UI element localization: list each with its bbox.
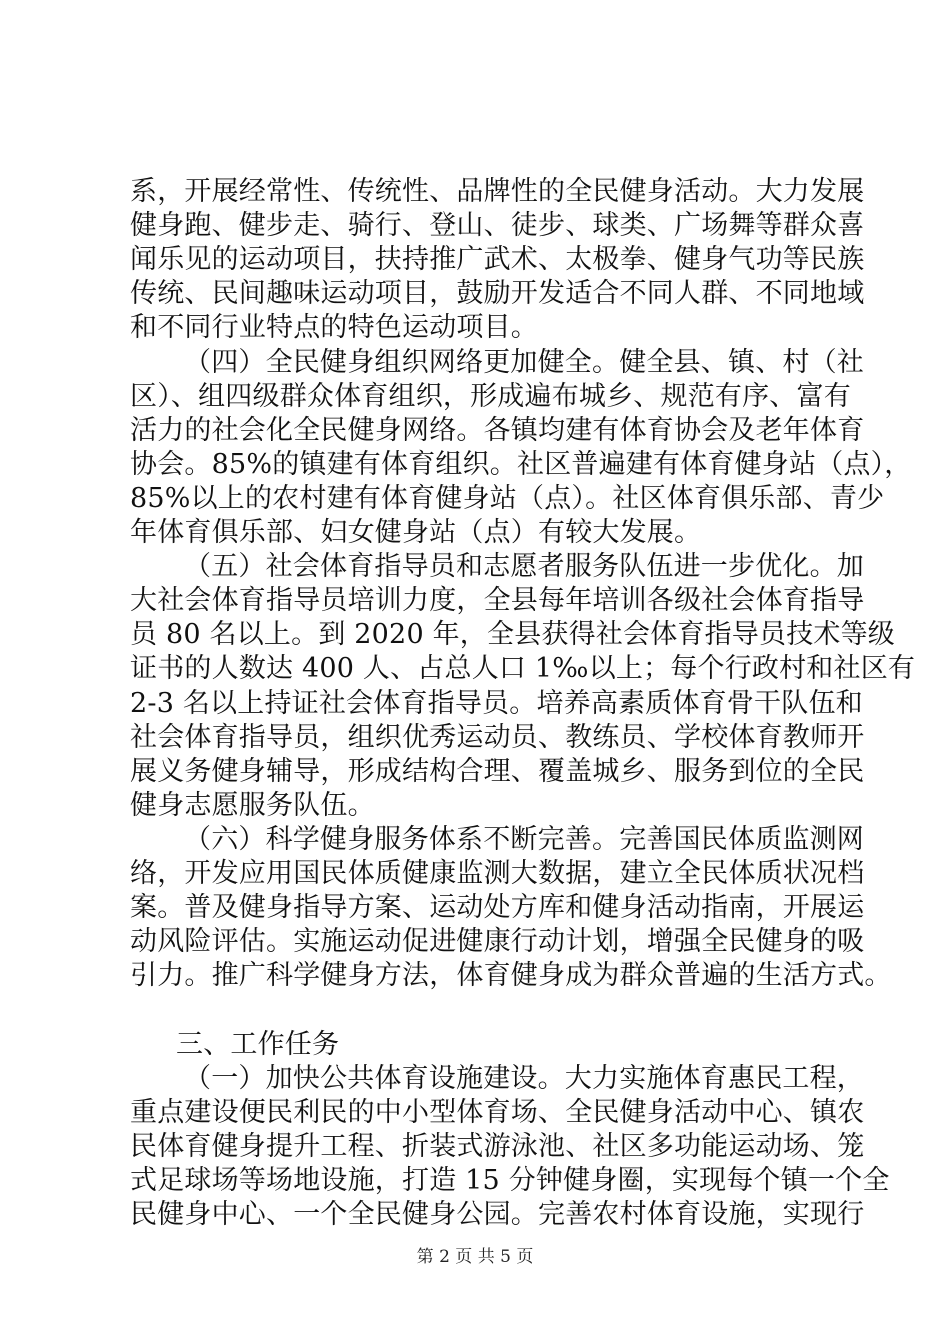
text-line: 85%以上的农村建有体育健身站（点）。社区体育俱乐部、青少: [130, 483, 885, 514]
text-line: 2-3 名以上持证社会体育指导员。培养高素质体育骨干队伍和: [130, 688, 863, 719]
text-line: 年体育俱乐部、妇女健身站（点）有较大发展。: [130, 517, 702, 548]
text-line: 民健身中心、一个全民健身公园。完善农村体育设施，实现行: [130, 1199, 865, 1230]
paragraph-heading-5: （五）社会体育指导员和志愿者服务队伍进一步优化。加: [184, 551, 864, 582]
text-line: 展义务健身辅导，形成结构合理、覆盖城乡、服务到位的全民: [130, 756, 865, 787]
text-line: 系，开展经常性、传统性、品牌性的全民健身活动。大力发展: [130, 176, 865, 207]
text-line: 区）、组四级群众体育组织，形成遍布城乡、规范有序、富有: [130, 381, 851, 412]
text-line: 证书的人数达 400 人、占总人口 1‰以上；每个行政村和社区有: [130, 653, 916, 684]
text-line: 引力。推广科学健身方法，体育健身成为群众普遍的生活方式。: [130, 960, 892, 991]
text-line: 活力的社会化全民健身网络。各镇均建有体育协会及老年体育: [130, 415, 865, 446]
text-line: 员 80 名以上。到 2020 年，全县获得社会体育指导员技术等级: [130, 619, 895, 650]
paragraph-heading-6: （六）科学健身服务体系不断完善。完善国民体质监测网: [184, 824, 864, 855]
text-line: 传统、民间趣味运动项目，鼓励开发适合不同人群、不同地域: [130, 278, 865, 309]
text-line: 络，开发应用国民体质健康监测大数据，建立全民体质状况档: [130, 858, 865, 889]
text-line: 重点建设便民利民的中小型体育场、全民健身活动中心、镇农: [130, 1097, 865, 1128]
text-line: 协会。85%的镇建有体育组织。社区普遍建有体育健身站（点），: [130, 449, 912, 480]
text-line: 案。普及健身指导方案、运动处方库和健身活动指南，开展运: [130, 892, 865, 923]
text-line: 健身跑、健步走、骑行、登山、徒步、球类、广场舞等群众喜: [130, 210, 865, 241]
text-line: 健身志愿服务队伍。: [130, 790, 375, 821]
text-line: 动风险评估。实施运动促进健康行动计划，增强全民健身的吸: [130, 926, 865, 957]
text-line: 大社会体育指导员培训力度，全县每年培训各级社会体育指导: [130, 585, 865, 616]
text-line: 社会体育指导员，组织优秀运动员、教练员、学校体育教师开: [130, 722, 865, 753]
text-line: 民体育健身提升工程、折装式游泳池、社区多功能运动场、笼: [130, 1131, 865, 1162]
text-line: 闻乐见的运动项目，扶持推广武术、太极拳、健身气功等民族: [130, 244, 865, 275]
section-heading: 三、工作任务: [176, 1029, 340, 1060]
page-footer: 第 2 页 共 5 页: [416, 1247, 534, 1267]
text-line: 和不同行业特点的特色运动项目。: [130, 312, 538, 343]
paragraph-heading-1: （一）加快公共体育设施建设。大力实施体育惠民工程，: [184, 1063, 864, 1094]
text-line: 式足球场等场地设施，打造 15 分钟健身圈，实现每个镇一个全: [130, 1165, 890, 1196]
paragraph-heading-4: （四）全民健身组织网络更加健全。健全县、镇、村（社: [184, 347, 864, 378]
